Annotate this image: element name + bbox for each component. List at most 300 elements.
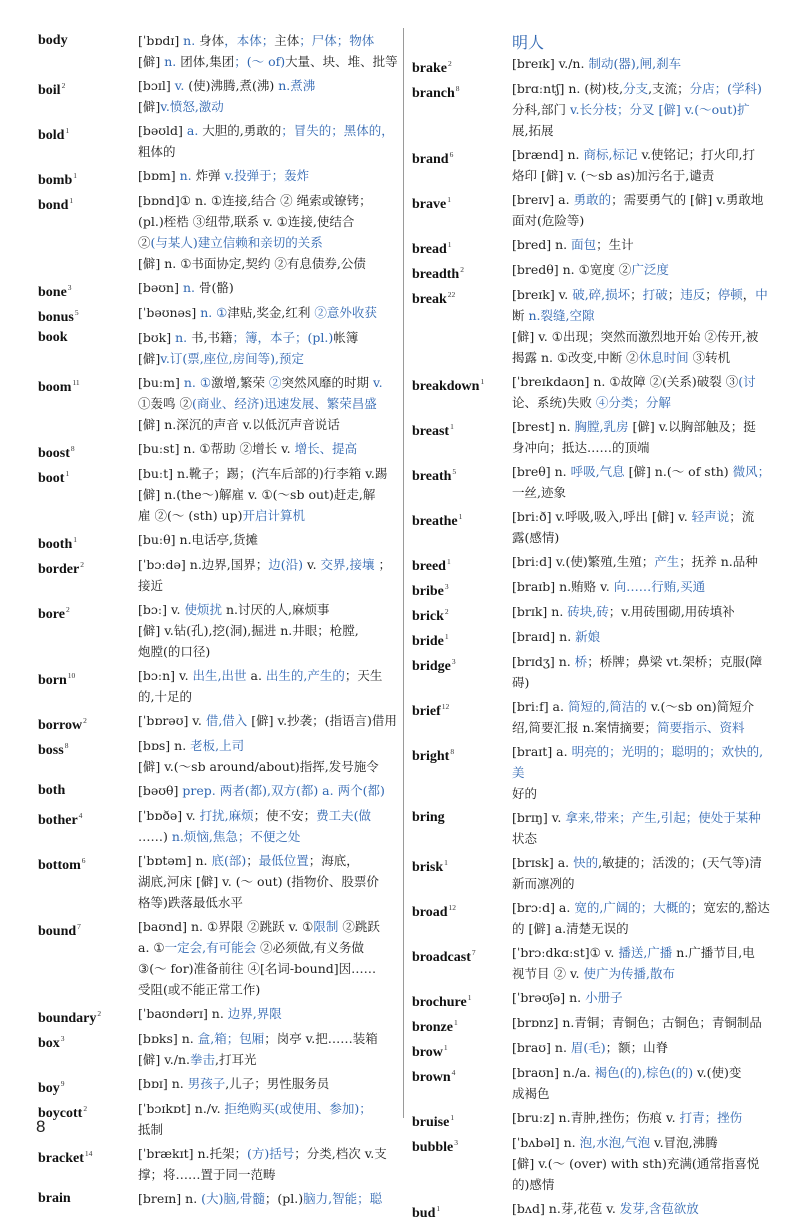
headword (412, 576, 510, 602)
entry-text: 的 [僻] a.清楚无误的 (512, 921, 629, 936)
headword (38, 1188, 136, 1209)
entry-line (138, 892, 398, 913)
key-definition: a. (186, 123, 203, 138)
key-definition: 明亮的；光明的；聪明的；欢快的,美 (512, 744, 764, 780)
headword (412, 1037, 510, 1063)
dictionary-entry (38, 1073, 398, 1095)
dictionary-entry (38, 710, 398, 732)
entry-text: 绍,简要汇报 n.案情摘要； (512, 720, 657, 735)
entry-text: [bʊk] (138, 330, 176, 345)
entry-text: ；海底， (308, 853, 359, 868)
headword (412, 807, 510, 828)
entry-line (138, 1049, 398, 1070)
entry-line (512, 482, 772, 503)
key-definition: 拿来,带来；产生,引起；使处于某种 (565, 810, 761, 825)
frequency-count: 8 (64, 741, 69, 750)
entry-line (138, 463, 398, 484)
entry-line (512, 120, 772, 141)
dictionary-entry (38, 805, 398, 847)
key-definition: ② (265, 375, 282, 390)
entry-line (138, 232, 398, 253)
entry-text: [僻] n. ①书面协定,契约 ②有息债券,公债 (138, 256, 366, 271)
headword-text: bride (412, 634, 444, 649)
frequency-count: 1 (447, 195, 451, 204)
entry-text: ， (742, 287, 756, 302)
headword-text: both (38, 783, 66, 798)
entry-line (138, 120, 398, 141)
entry-text: ①轰鸣 ② (138, 396, 192, 411)
headword-text: breakdown (412, 379, 480, 394)
key-definition: 借,借入 (205, 713, 248, 728)
frequency-count: 1 (436, 1204, 441, 1213)
dictionary-entry (412, 696, 772, 738)
entry-line (512, 326, 772, 347)
key-definition: 最低位置 (258, 853, 309, 868)
dictionary-entry (38, 120, 398, 162)
entry-line (512, 78, 772, 99)
headword-text: bottom (38, 858, 81, 873)
frequency-count: 8 (70, 444, 75, 453)
key-definition: 边界,界限 (227, 1006, 282, 1021)
headword-text: box (38, 1036, 60, 1051)
entry-text: (pl.)桎梏 ③纽带,联系 v. ①连接,使结合 (138, 214, 355, 229)
key-definition: v.愤怒,激动 (160, 99, 224, 114)
key-definition: ；(～ of) (234, 54, 286, 69)
entry-text: [ˈbʌbəl] n. (512, 1135, 580, 1150)
entry-body (512, 234, 772, 255)
headword-text: breadth (412, 267, 460, 282)
entry-body (512, 741, 772, 804)
entry-line (512, 1083, 772, 1104)
entry-text: 团体,集团 (180, 54, 235, 69)
entry-line (512, 437, 772, 458)
headword-text: branch (412, 86, 455, 101)
entry-body (138, 120, 398, 162)
entry-body (138, 916, 398, 1000)
entry-line (512, 53, 772, 74)
entry-body (138, 805, 398, 847)
entry-body (512, 696, 772, 738)
entry-text: [ˈbɒtəm] n. (138, 853, 212, 868)
headword-text: brochure (412, 995, 467, 1010)
entry-line (138, 529, 398, 550)
entry-text: [僻] n.(the～)解雇 v. ①(～sb out)赶走,解 (138, 487, 376, 502)
entry-body (512, 942, 772, 984)
entry-text: [ˈbrəʊʃə] n. (512, 990, 586, 1005)
entry-text: [bredθ] n. ①宽度 ② (512, 262, 632, 277)
entry-line (138, 253, 398, 274)
entry-body (138, 710, 398, 731)
entry-text: [僻] v.钻(孔),挖(洞),掘进 n.井眼；枪膛, (138, 623, 359, 638)
headword-text: bone (38, 285, 67, 300)
entry-text: 接近 (138, 578, 164, 593)
entry-text: [bɒnd]① n. ①连接,结合 ② 绳索或镣铐； (138, 193, 372, 208)
entry-text: ,支流； (648, 81, 690, 96)
frequency-count: 1 (73, 535, 77, 544)
key-definition: 打青；挫伤 (679, 1110, 743, 1125)
entry-text: [僻] v.以胸部触及；挺 (628, 419, 756, 434)
entry-text: [bɒks] n. (138, 1031, 198, 1046)
headword-text: boss (38, 743, 64, 758)
headword-text: bruise (412, 1115, 450, 1130)
entry-text: 抵制 (138, 1122, 164, 1137)
dictionary-entry (412, 1107, 772, 1129)
headword-text: brisk (412, 860, 444, 875)
entry-text: a. ① (138, 940, 165, 955)
entry-text: [brɪdʒ] n. (512, 654, 575, 669)
headword (412, 1062, 510, 1088)
entry-text: 视节目 ② v. (512, 966, 584, 981)
headword-text: bud (412, 1206, 436, 1221)
headword (38, 75, 136, 101)
key-definition: 向……行贿,买通 (613, 579, 706, 594)
key-definition: 微风； (732, 464, 771, 479)
headword-text: boil (38, 83, 61, 98)
headword (412, 234, 510, 260)
dictionary-entry (38, 1098, 398, 1140)
key-definition: n. ① (183, 375, 212, 390)
headword (412, 416, 510, 442)
headword-text: bronze (412, 1020, 453, 1035)
headword-text: boot (38, 471, 65, 486)
frequency-count: 14 (84, 1149, 93, 1158)
dictionary-entry (38, 277, 398, 299)
entry-body (512, 78, 772, 141)
frequency-count: 3 (454, 1138, 458, 1147)
key-definition: 拒绝购买(或使用、参加)； (224, 1101, 372, 1116)
headword (412, 852, 510, 878)
dictionary-entry (38, 327, 398, 369)
headword (38, 120, 136, 146)
entry-line (512, 651, 772, 672)
entry-line (512, 506, 772, 527)
key-definition: 播送,广播 (618, 945, 673, 960)
entry-line (138, 348, 398, 369)
column-divider (403, 28, 404, 1118)
entry-text: [ˈbɒðə] v. (138, 808, 200, 823)
entry-text: [braɪd] n. (512, 629, 576, 644)
entry-text: [bruːz] n.青肿,挫伤；伤痕 v. (512, 1110, 680, 1125)
entry-text: [bɒm] (138, 168, 180, 183)
key-definition: prep. 两者(都),双方(都) a. 两个(都) (182, 783, 385, 798)
entry-line (512, 696, 772, 717)
key-definition: (方)括号 (247, 1146, 295, 1161)
entry-line (138, 979, 398, 1000)
entry-line (138, 756, 398, 777)
entry-text: [ˈbɔːdə] n.边界,国界； (138, 557, 269, 572)
entry-line (138, 937, 398, 958)
frequency-count: 2 (83, 716, 87, 725)
entry-line (512, 1132, 772, 1153)
dictionary-entry (38, 529, 398, 551)
entry-text: 津贴,奖金,红利 (227, 305, 311, 320)
entry-text: ； (667, 287, 681, 302)
headword (412, 626, 510, 652)
dictionary-entry (38, 302, 398, 324)
headword (38, 190, 136, 216)
frequency-count: 2 (460, 265, 464, 274)
dictionary-entry (38, 1003, 398, 1025)
entry-text: 成褐色 (512, 1086, 550, 1101)
entry-body (512, 53, 772, 74)
headword-text: brain (38, 1191, 71, 1206)
frequency-count: 1 (480, 377, 485, 386)
entry-text: ② (138, 235, 151, 250)
headword (38, 327, 136, 348)
key-definition: 砖块,砖 (567, 604, 609, 619)
entry-body (138, 277, 398, 298)
entry-line (512, 852, 772, 873)
entry-text: [briːð] v.呼吸,吸入,呼出 [僻] v. (512, 509, 692, 524)
frequency-count: 6 (81, 856, 86, 865)
headword (412, 506, 510, 532)
entry-text: 一丝,迹象 (512, 485, 566, 500)
entry-line (512, 210, 772, 231)
frequency-count: 5 (452, 467, 457, 476)
headword-text: brick (412, 609, 444, 624)
headword (38, 529, 136, 555)
entry-text: [ˈbrækɪt] n.托架； (138, 1146, 248, 1161)
frequency-count: 3 (60, 1034, 65, 1043)
entry-line (512, 144, 772, 165)
key-definition: 宽的,广阔的；大概的 (574, 900, 691, 915)
entry-text: ③(～ for)准备前往 ④[名词-bound]因…… (138, 961, 377, 976)
entry-text: 主体 (274, 33, 300, 48)
key-definition: 休息时间 (638, 350, 689, 365)
entry-body (138, 372, 398, 435)
entry-text: [僻] v.抄袭；(指语言)借用 (247, 713, 397, 728)
headword (38, 302, 136, 328)
entry-body (512, 1037, 772, 1058)
headword-text: bring (412, 810, 445, 825)
entry-line (512, 918, 772, 939)
entry-text: 碍) (512, 675, 530, 690)
frequency-count: 6 (449, 150, 454, 159)
entry-text: ；宽宏的,豁达 (690, 900, 770, 915)
entry-text: [ˈbaʊndərɪ] n. (138, 1006, 228, 1021)
headword (412, 551, 510, 577)
entry-text: [brɔːd] a. (512, 900, 575, 915)
entry-text: 粗体的 (138, 144, 176, 159)
entry-line (512, 551, 772, 572)
entry-body (512, 651, 772, 693)
key-definition: 打扰,麻烦 (199, 808, 254, 823)
frequency-count: 9 (60, 1079, 65, 1088)
entry-line (138, 414, 398, 435)
entry-text: 身体 (199, 33, 225, 48)
frequency-count: 2 (80, 560, 84, 569)
entry-body (138, 780, 398, 801)
entry-line (138, 780, 398, 801)
entry-line (512, 234, 772, 255)
entry-line (512, 1174, 772, 1195)
entry-text: v.使铭记；打火印,打 (637, 147, 755, 162)
key-definition: ；冒失的；黑体的， (281, 123, 394, 138)
entry-text: ；额；山脊 (605, 1040, 669, 1055)
headword (412, 53, 510, 79)
key-definition: 底(部) (211, 853, 247, 868)
entry-text: [ˈbreɪkdaʊn] n. ①故障 ②(关系)破裂 ③ (512, 374, 739, 389)
entry-line (138, 1098, 398, 1119)
key-definition: (商业、经济)迅速发展、繁荣昌盛 (191, 396, 377, 411)
key-definition: 盒,箱；包厢 (197, 1031, 265, 1046)
entry-line (512, 305, 772, 326)
headword (38, 1028, 136, 1054)
entry-line (138, 141, 398, 162)
frequency-count: 1 (65, 126, 70, 135)
dictionary-entry (412, 551, 772, 573)
headword (412, 601, 510, 627)
headword-text: bribe (412, 584, 444, 599)
headword-text: brown (412, 1070, 451, 1085)
entry-line (138, 190, 398, 211)
headword-text: boy (38, 1081, 60, 1096)
entry-text: v. (303, 557, 321, 572)
entry-body (138, 1143, 398, 1185)
headword (38, 372, 136, 398)
headword (38, 1098, 136, 1124)
headword (38, 850, 136, 876)
headword (412, 1132, 510, 1158)
entry-line (512, 1012, 772, 1033)
key-definition: 泡,水泡,气泡 (579, 1135, 651, 1150)
entry-body (512, 144, 772, 186)
entry-body (138, 1073, 398, 1094)
entry-text: ；(pl.) (264, 1191, 304, 1206)
entry-text: [bəʊld] (138, 123, 187, 138)
frequency-count: 12 (441, 702, 450, 711)
key-definition: 使烦扰 (184, 602, 222, 617)
dictionary-entry (412, 1198, 772, 1220)
entry-line (512, 897, 772, 918)
key-definition: 破,碎,损坏 (572, 287, 631, 302)
entry-line (138, 1073, 398, 1094)
entry-text: ③转机 (688, 350, 731, 365)
entry-line (138, 393, 398, 414)
entry-text: 露(感情) (512, 530, 560, 545)
entry-body (138, 554, 398, 596)
key-definition: 眉(毛) (570, 1040, 606, 1055)
headword-text: bore (38, 607, 65, 622)
key-definition: ，本体； (224, 33, 275, 48)
headword (412, 259, 510, 285)
headword (38, 735, 136, 761)
key-definition: 出生,出世 (192, 668, 247, 683)
key-definition: 轻声说 (691, 509, 730, 524)
frequency-count: 1 (458, 512, 463, 521)
entry-text: [briːf] a. (512, 699, 568, 714)
key-definition: n. (179, 168, 196, 183)
entry-body (512, 897, 772, 939)
frequency-count: 8 (455, 84, 460, 93)
entry-line (138, 916, 398, 937)
entry-text: [ˈbɔɪkɒt] n./v. (138, 1101, 225, 1116)
entry-text: [brænd] n. (512, 147, 584, 162)
key-definition: 商标,标记 (583, 147, 638, 162)
headword (412, 942, 510, 968)
headword (38, 599, 136, 625)
frequency-count: 1 (450, 1113, 455, 1122)
entry-body (138, 165, 398, 186)
frequency-count: 7 (471, 948, 476, 957)
frequency-count: 2 (444, 607, 449, 616)
entry-text: 骨(骼) (198, 280, 234, 295)
entry-text: ；抚养 n.品种 (679, 554, 758, 569)
entry-text: [僻] (138, 351, 161, 366)
entry-text: ；天生 (344, 668, 383, 683)
key-definition: v.投弹于；轰炸 (220, 168, 310, 183)
entry-line (138, 51, 398, 72)
entry-text: [breɪk] v. (512, 287, 573, 302)
entry-text: ,打耳光 (215, 1052, 257, 1067)
headword (412, 189, 510, 215)
entry-line (512, 1153, 772, 1174)
entry-text: 论、系统)失败 (512, 395, 592, 410)
entry-text: 身冲向；抵达……的顶端 (512, 440, 650, 455)
entry-body (512, 1198, 772, 1219)
headword-text: born (38, 673, 67, 688)
frequency-count: 1 (73, 171, 77, 180)
headword-text: border (38, 562, 80, 577)
dictionary-entry (412, 942, 772, 984)
entry-body (512, 506, 772, 548)
entry-text: 展,拓展 (512, 123, 554, 138)
entry-text: [bəʊθ] (138, 783, 183, 798)
entry-line (138, 599, 398, 620)
entry-line (138, 75, 398, 96)
entry-text: [bʌd] n.芽,花苞 v. (512, 1201, 620, 1216)
entry-line (138, 710, 398, 731)
entry-text: [braʊn] n./a. (512, 1065, 595, 1080)
continued-text: 明人 (512, 33, 545, 52)
headword-text: body (38, 33, 68, 48)
entry-line (512, 963, 772, 984)
entry-text: 激增,繁荣 (211, 375, 266, 390)
entry-text: [buːt] n.靴子；踢；(汽车后部的)行李箱 v.踢 (138, 466, 388, 481)
key-definition: 停顿 (717, 287, 743, 302)
entry-line (138, 850, 398, 871)
entry-line (138, 211, 398, 232)
key-definition: 制动(器),闸,刹车 (588, 56, 682, 71)
entry-text: [brɒnz] n.青铜；青铜色；古铜色；青铜制品 (512, 1015, 762, 1030)
headword (412, 897, 510, 923)
dictionary-entry (38, 1188, 398, 1210)
entry-body (512, 1132, 772, 1195)
entry-text: [bɔː] v. (138, 602, 185, 617)
frequency-count: 10 (67, 671, 76, 680)
entry-line (138, 1143, 398, 1164)
headword (38, 463, 136, 489)
entry-line (138, 505, 398, 526)
key-definition: 老板,上司 (190, 738, 245, 753)
headword-text: bound (38, 924, 77, 939)
headword-text: bonus (38, 310, 74, 325)
frequency-count: 1 (453, 1018, 458, 1027)
headword-text: brake (412, 61, 447, 76)
entry-line (512, 807, 772, 828)
entry-text: ； (246, 853, 259, 868)
entry-text: 书,书籍 (191, 330, 233, 345)
dictionary-entry (412, 626, 772, 648)
entry-text: [buːθ] n.电话亭,货摊 (138, 532, 259, 547)
headword-text: boost (38, 446, 70, 461)
headword (38, 710, 136, 736)
frequency-count: 3 (444, 582, 449, 591)
entry-text: v.(使)变 (693, 1065, 742, 1080)
headword (38, 554, 136, 580)
entry-text: 面对(危险等) (512, 213, 585, 228)
entry-line (138, 665, 398, 686)
